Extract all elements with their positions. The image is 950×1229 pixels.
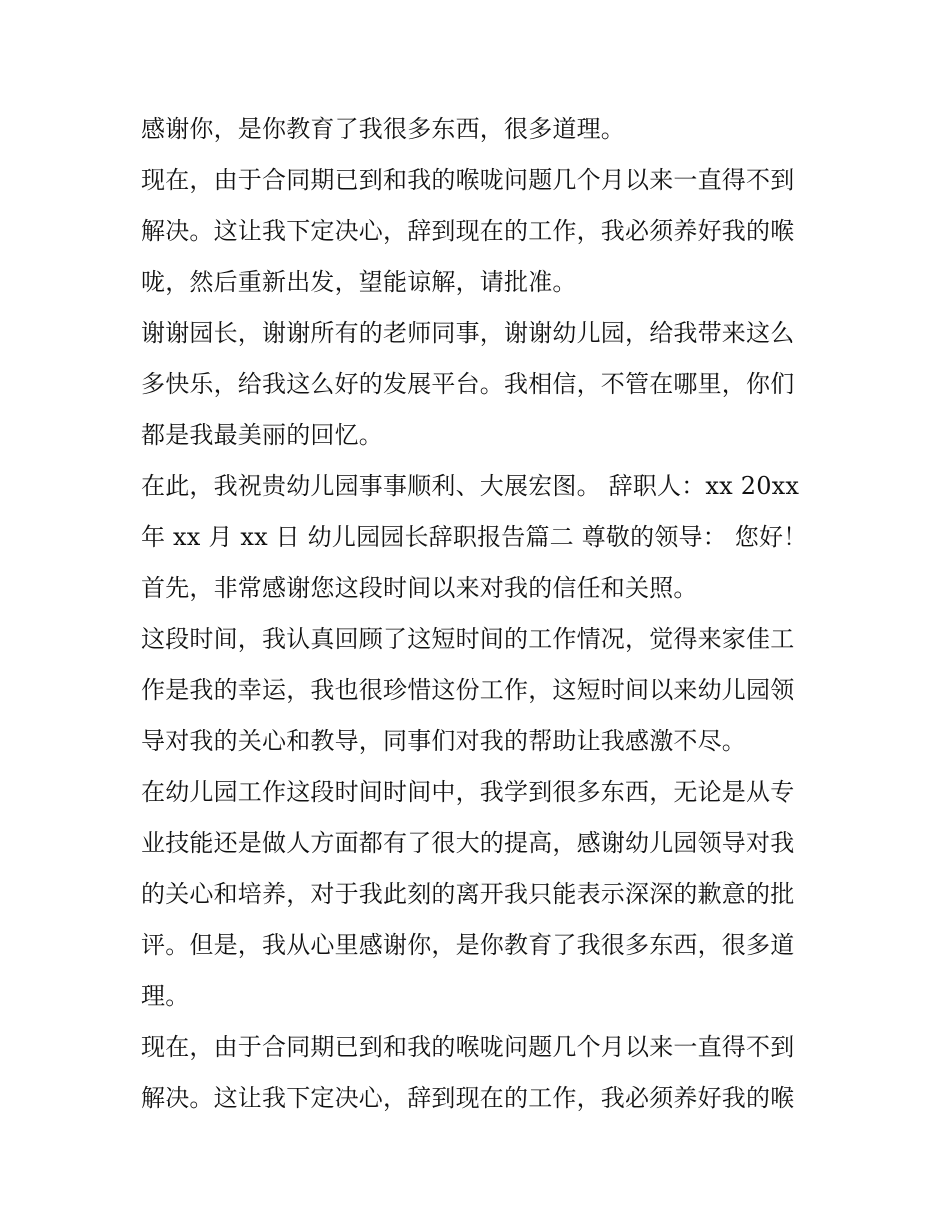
text-line: 感谢你，是你教育了我很多东西，很多道理。 — [141, 115, 625, 143]
text-line: 作是我的幸运，我也很珍惜这份工作，这短时间以来幼儿园领 — [141, 676, 795, 704]
text-line: 咙，然后重新出发，望能谅解，请批准。 — [141, 268, 577, 296]
text-line: 都是我最美丽的回忆。 — [141, 421, 383, 449]
text-line: 评。但是，我从心里感谢你，是你教育了我很多东西，很多道 — [141, 931, 795, 959]
text-line: 现在，由于合同期已到和我的喉咙问题几个月以来一直得不到 — [141, 1033, 795, 1061]
text-line: 这段时间，我认真回顾了这短时间的工作情况，觉得来家佳工 — [141, 625, 795, 653]
text-line: 多快乐，给我这么好的发展平台。我相信，不管在哪里，你们 — [141, 370, 795, 398]
text-line: 现在，由于合同期已到和我的喉咙问题几个月以来一直得不到 — [141, 166, 795, 194]
text-line: 在幼儿园工作这段时间时间中，我学到很多东西，无论是从专 — [141, 778, 795, 806]
text-line: 导对我的关心和教导，同事们对我的帮助让我感激不尽。 — [141, 727, 746, 755]
text-line: 首先，非常感谢您这段时间以来对我的信任和关照。 — [141, 574, 698, 602]
text-line: 解决。这让我下定决心，辞到现在的工作，我必须养好我的喉 — [141, 1084, 795, 1112]
text-line: 年 xx 月 xx 日 幼儿园园长辞职报告篇二 尊敬的领导： 您好！ — [141, 523, 808, 551]
text-line: 谢谢园长，谢谢所有的老师同事，谢谢幼儿园，给我带来这么 — [141, 319, 795, 347]
text-line: 在此，我祝贵幼儿园事事顺利、大展宏图。 辞职人：xx 20xx — [141, 472, 800, 500]
text-line: 理。 — [141, 982, 190, 1010]
text-line: 解决。这让我下定决心，辞到现在的工作，我必须养好我的喉 — [141, 217, 795, 245]
text-line: 业技能还是做人方面都有了很大的提高，感谢幼儿园领导对我 — [141, 829, 795, 857]
text-line: 的关心和培养，对于我此刻的离开我只能表示深深的歉意的批 — [141, 880, 795, 908]
